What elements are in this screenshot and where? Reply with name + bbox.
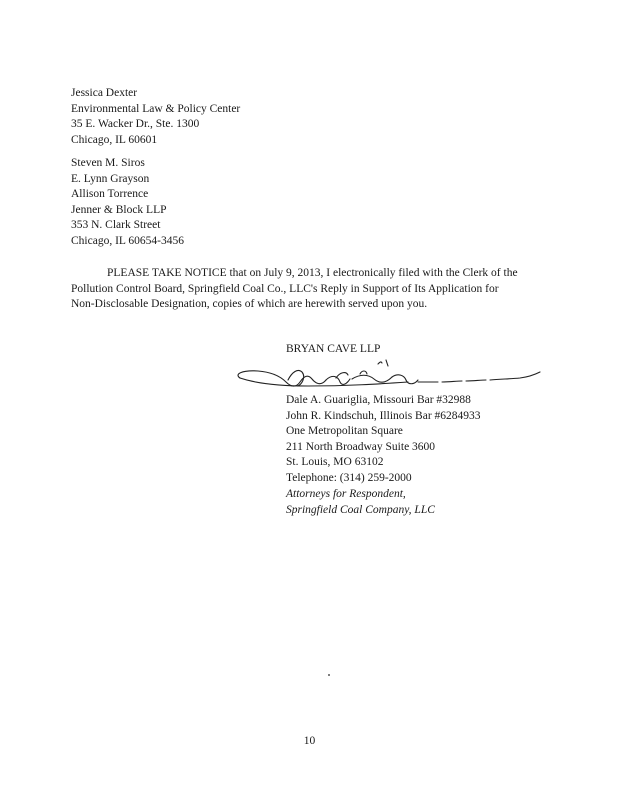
service-address-jenner-block: [71, 156, 184, 250]
firm-name-text: BRYAN CAVE LLP: [286, 343, 381, 355]
page-number: 10: [303, 735, 316, 747]
notice-line: Non-Disclosable Designation, copies of which are herewith served upon you.: [71, 298, 428, 310]
signer-line: Dale A. Guariglia, Missouri Bar #32988: [286, 394, 471, 406]
signer-line: One Metropolitan Square: [286, 425, 403, 438]
signer-details: [286, 393, 481, 487]
address-line: Chicago, IL 60601: [71, 133, 158, 146]
address-line: Steven M. Siros: [71, 157, 145, 169]
signer-line: John R. Kindschuh, Illinois Bar #6284933: [286, 409, 481, 422]
attorneys-line: Springfield Coal Company, LLC: [286, 503, 435, 516]
address-line: Chicago, IL 60654-3456: [71, 234, 184, 247]
scan-speck: [328, 674, 330, 676]
address-line: 353 N. Clark Street: [71, 219, 161, 232]
notice-line: Pollution Control Board, Springfield Coal Co., LLC's Reply in Support of Its Application for: [71, 282, 499, 295]
notice-paragraph: [71, 266, 551, 313]
address-line: Jenner & Block LLP: [71, 203, 167, 216]
attorneys-for-respondent: [286, 487, 435, 518]
notice-line: PLEASE TAKE NOTICE that on July 9, 2013, I electronically filed with the Clerk of the: [107, 267, 518, 279]
address-line: Environmental Law & Policy Center: [71, 102, 241, 115]
address-line: 35 E. Wacker Dr., Ste. 1300: [71, 118, 200, 131]
signer-line: 211 North Broadway Suite 3600: [286, 440, 436, 453]
signer-line: Telephone: (314) 259-2000: [286, 471, 412, 484]
signer-line: St. Louis, MO 63102: [286, 456, 384, 469]
service-address-environmental-law: [71, 86, 240, 148]
address-line: E. Lynn Grayson: [71, 172, 150, 185]
attorneys-line: Attorneys for Respondent,: [286, 488, 406, 500]
address-line: Jessica Dexter: [71, 87, 138, 99]
address-line: Allison Torrence: [71, 188, 149, 201]
